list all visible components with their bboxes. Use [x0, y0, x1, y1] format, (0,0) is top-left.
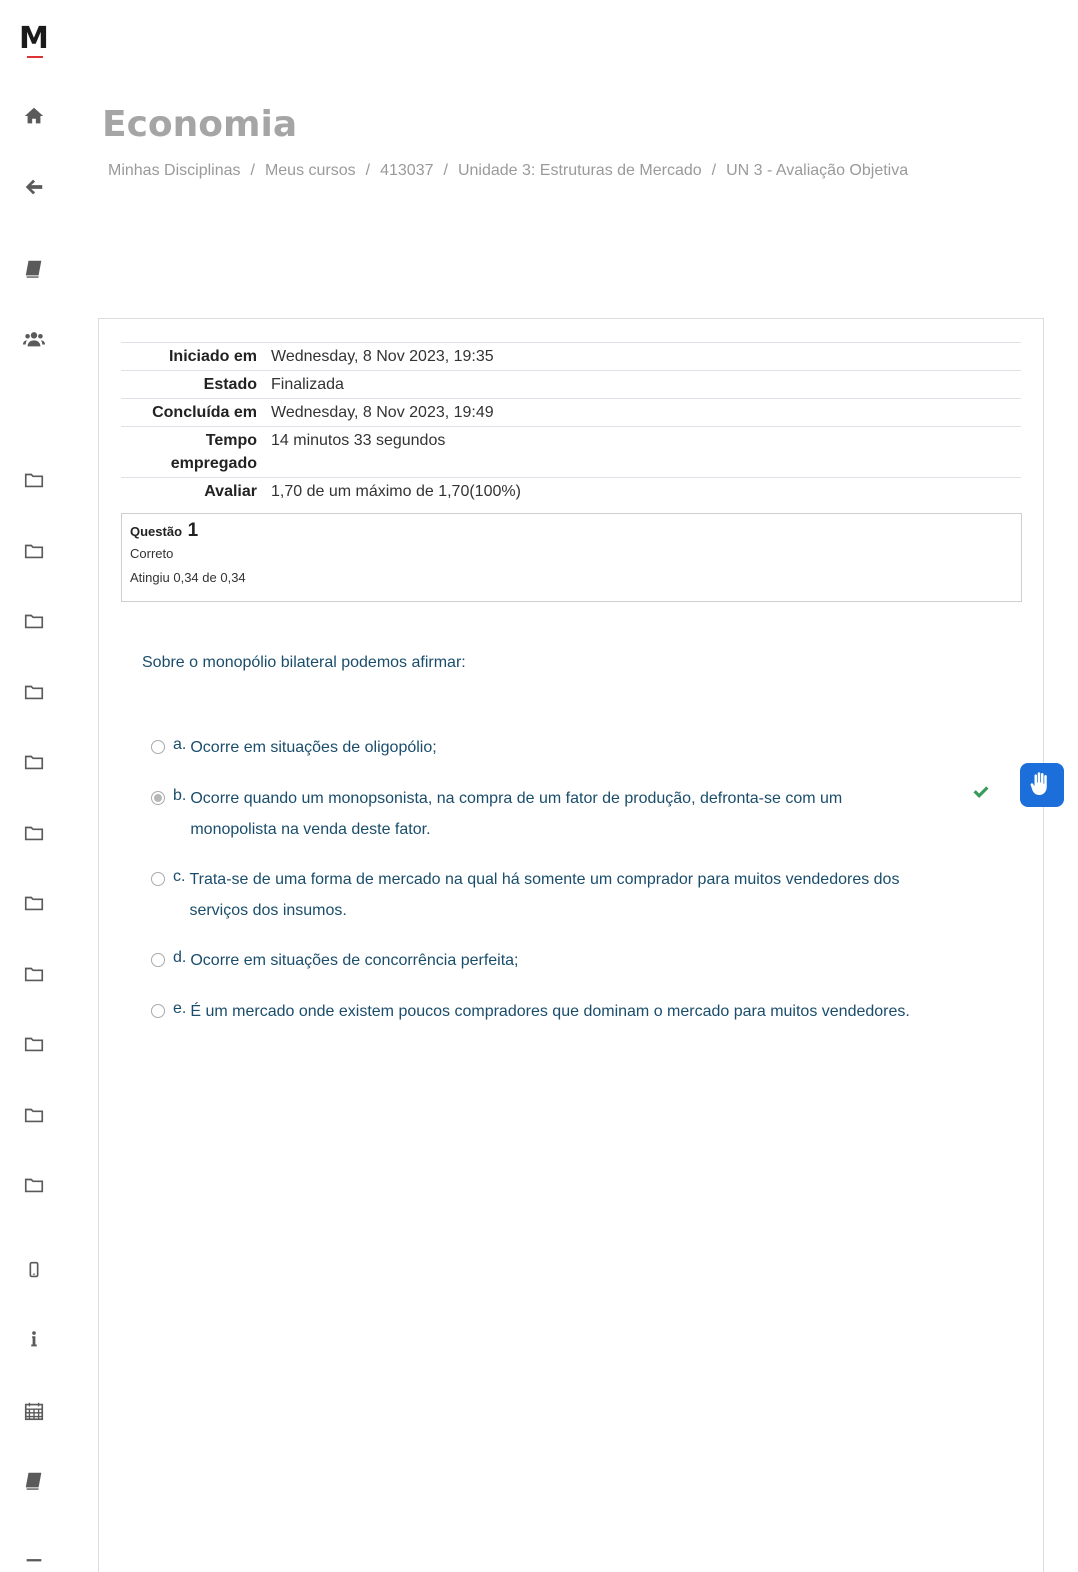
- calendar-icon[interactable]: [20, 1397, 48, 1425]
- answer-text: Ocorre quando um monopsonista, na compra de um fator de produção, defronta-se com um monopolista na venda deste fator.: [190, 790, 843, 838]
- page-title: Economia: [102, 104, 298, 145]
- answer-text: Trata-se de uma forma de mercado na qual há somente um comprador para muitos vendedores dos serviços dos insumos.: [189, 871, 900, 919]
- radio-button[interactable]: [151, 953, 165, 967]
- answer-letter: e.: [173, 1000, 187, 1017]
- summary-value: Wednesday, 8 Nov 2023, 19:35: [271, 348, 494, 365]
- breadcrumb-separator: /: [711, 162, 717, 179]
- quiz-review-panel: [98, 318, 1044, 1572]
- summary-label: Tempo empregado: [170, 432, 257, 472]
- answer-letter: a.: [173, 736, 187, 753]
- answer-text: É um mercado onde existem poucos compradores que dominam o mercado para muitos vendedores.: [190, 1003, 910, 1020]
- answer-option-b[interactable]: [151, 786, 911, 845]
- summary-value: 1,70 de um máximo de 1,70(100%): [271, 483, 521, 500]
- breadcrumb-item[interactable]: Minhas Disciplinas: [108, 162, 241, 179]
- summary-label: Concluída em: [152, 404, 257, 421]
- book-icon[interactable]: [20, 255, 48, 283]
- radio-button[interactable]: [151, 1004, 165, 1018]
- folder-icon[interactable]: [20, 466, 48, 494]
- breadcrumb-item[interactable]: Meus cursos: [264, 162, 356, 179]
- summary-label: Avaliar: [204, 483, 257, 500]
- breadcrumb-item[interactable]: Unidade 3: Estruturas de Mercado: [457, 162, 702, 179]
- folder-icon[interactable]: [20, 960, 48, 988]
- users-icon[interactable]: [20, 325, 48, 353]
- breadcrumb-separator: /: [365, 162, 371, 179]
- breadcrumb-separator: /: [250, 162, 255, 179]
- summary-value: Wednesday, 8 Nov 2023, 19:49: [271, 404, 494, 421]
- summary-row: [121, 427, 1021, 478]
- summary-label: Estado: [203, 376, 257, 393]
- answer-option-e[interactable]: [151, 999, 910, 1027]
- folder-icon[interactable]: [20, 889, 48, 917]
- question-text: Sobre o monopólio bilateral podemos afirmar:: [142, 654, 466, 671]
- sign-language-icon: [1027, 770, 1057, 800]
- breadcrumb-item[interactable]: UN 3 - Avaliação Objetiva: [726, 162, 909, 179]
- breadcrumb-separator: /: [443, 162, 448, 179]
- radio-button[interactable]: [151, 872, 165, 886]
- question-state: Correto: [130, 546, 174, 561]
- correct-check-icon: [972, 784, 990, 805]
- breadcrumb: [108, 162, 908, 180]
- folder-icon[interactable]: [20, 1030, 48, 1058]
- back-arrow-icon[interactable]: [20, 173, 48, 201]
- summary-value: 14 minutos 33 segundos: [271, 432, 446, 449]
- question-label: Questão: [130, 524, 183, 539]
- answer-option-c[interactable]: [151, 867, 941, 926]
- folder-icon[interactable]: [20, 678, 48, 706]
- folder-icon[interactable]: [20, 1171, 48, 1199]
- summary-row: [121, 399, 1021, 427]
- summary-value: Finalizada: [271, 376, 344, 393]
- question-number-value: 1: [187, 520, 199, 541]
- home-icon[interactable]: [20, 102, 48, 130]
- mobile-icon[interactable]: [20, 1256, 48, 1284]
- answer-text: Ocorre em situações de concorrência perfeita;: [190, 952, 519, 969]
- breadcrumb-item[interactable]: 413037: [380, 162, 434, 179]
- minus-icon[interactable]: [20, 1546, 48, 1572]
- folder-icon[interactable]: [20, 748, 48, 776]
- radio-button[interactable]: [151, 740, 165, 754]
- folder-icon[interactable]: [20, 537, 48, 565]
- folder-icon[interactable]: [20, 607, 48, 635]
- summary-row: [121, 478, 1021, 506]
- attempt-summary-table: [121, 342, 1021, 505]
- sidebar: [0, 0, 68, 1572]
- info-icon[interactable]: [20, 1325, 48, 1353]
- accessibility-hands-button[interactable]: [1020, 763, 1064, 807]
- folder-icon[interactable]: [20, 1101, 48, 1129]
- summary-row: [121, 371, 1021, 399]
- answer-letter: b.: [173, 787, 187, 804]
- answer-text: Ocorre em situações de oligopólio;: [190, 739, 437, 756]
- summary-label: Iniciado em: [168, 348, 257, 365]
- answer-option-a[interactable]: [151, 735, 437, 763]
- question-info-box: [121, 513, 1022, 602]
- answer-option-d[interactable]: [151, 948, 519, 976]
- folder-icon[interactable]: [20, 819, 48, 847]
- answer-letter: d.: [173, 949, 187, 966]
- answer-letter: c.: [173, 868, 186, 885]
- question-number: [130, 520, 1013, 542]
- site-logo[interactable]: M: [19, 21, 47, 56]
- book-icon[interactable]: [20, 1467, 48, 1495]
- summary-row: [121, 343, 1021, 371]
- question-grade: Atingiu 0,34 de 0,34: [130, 570, 246, 585]
- radio-button-selected[interactable]: [151, 791, 165, 805]
